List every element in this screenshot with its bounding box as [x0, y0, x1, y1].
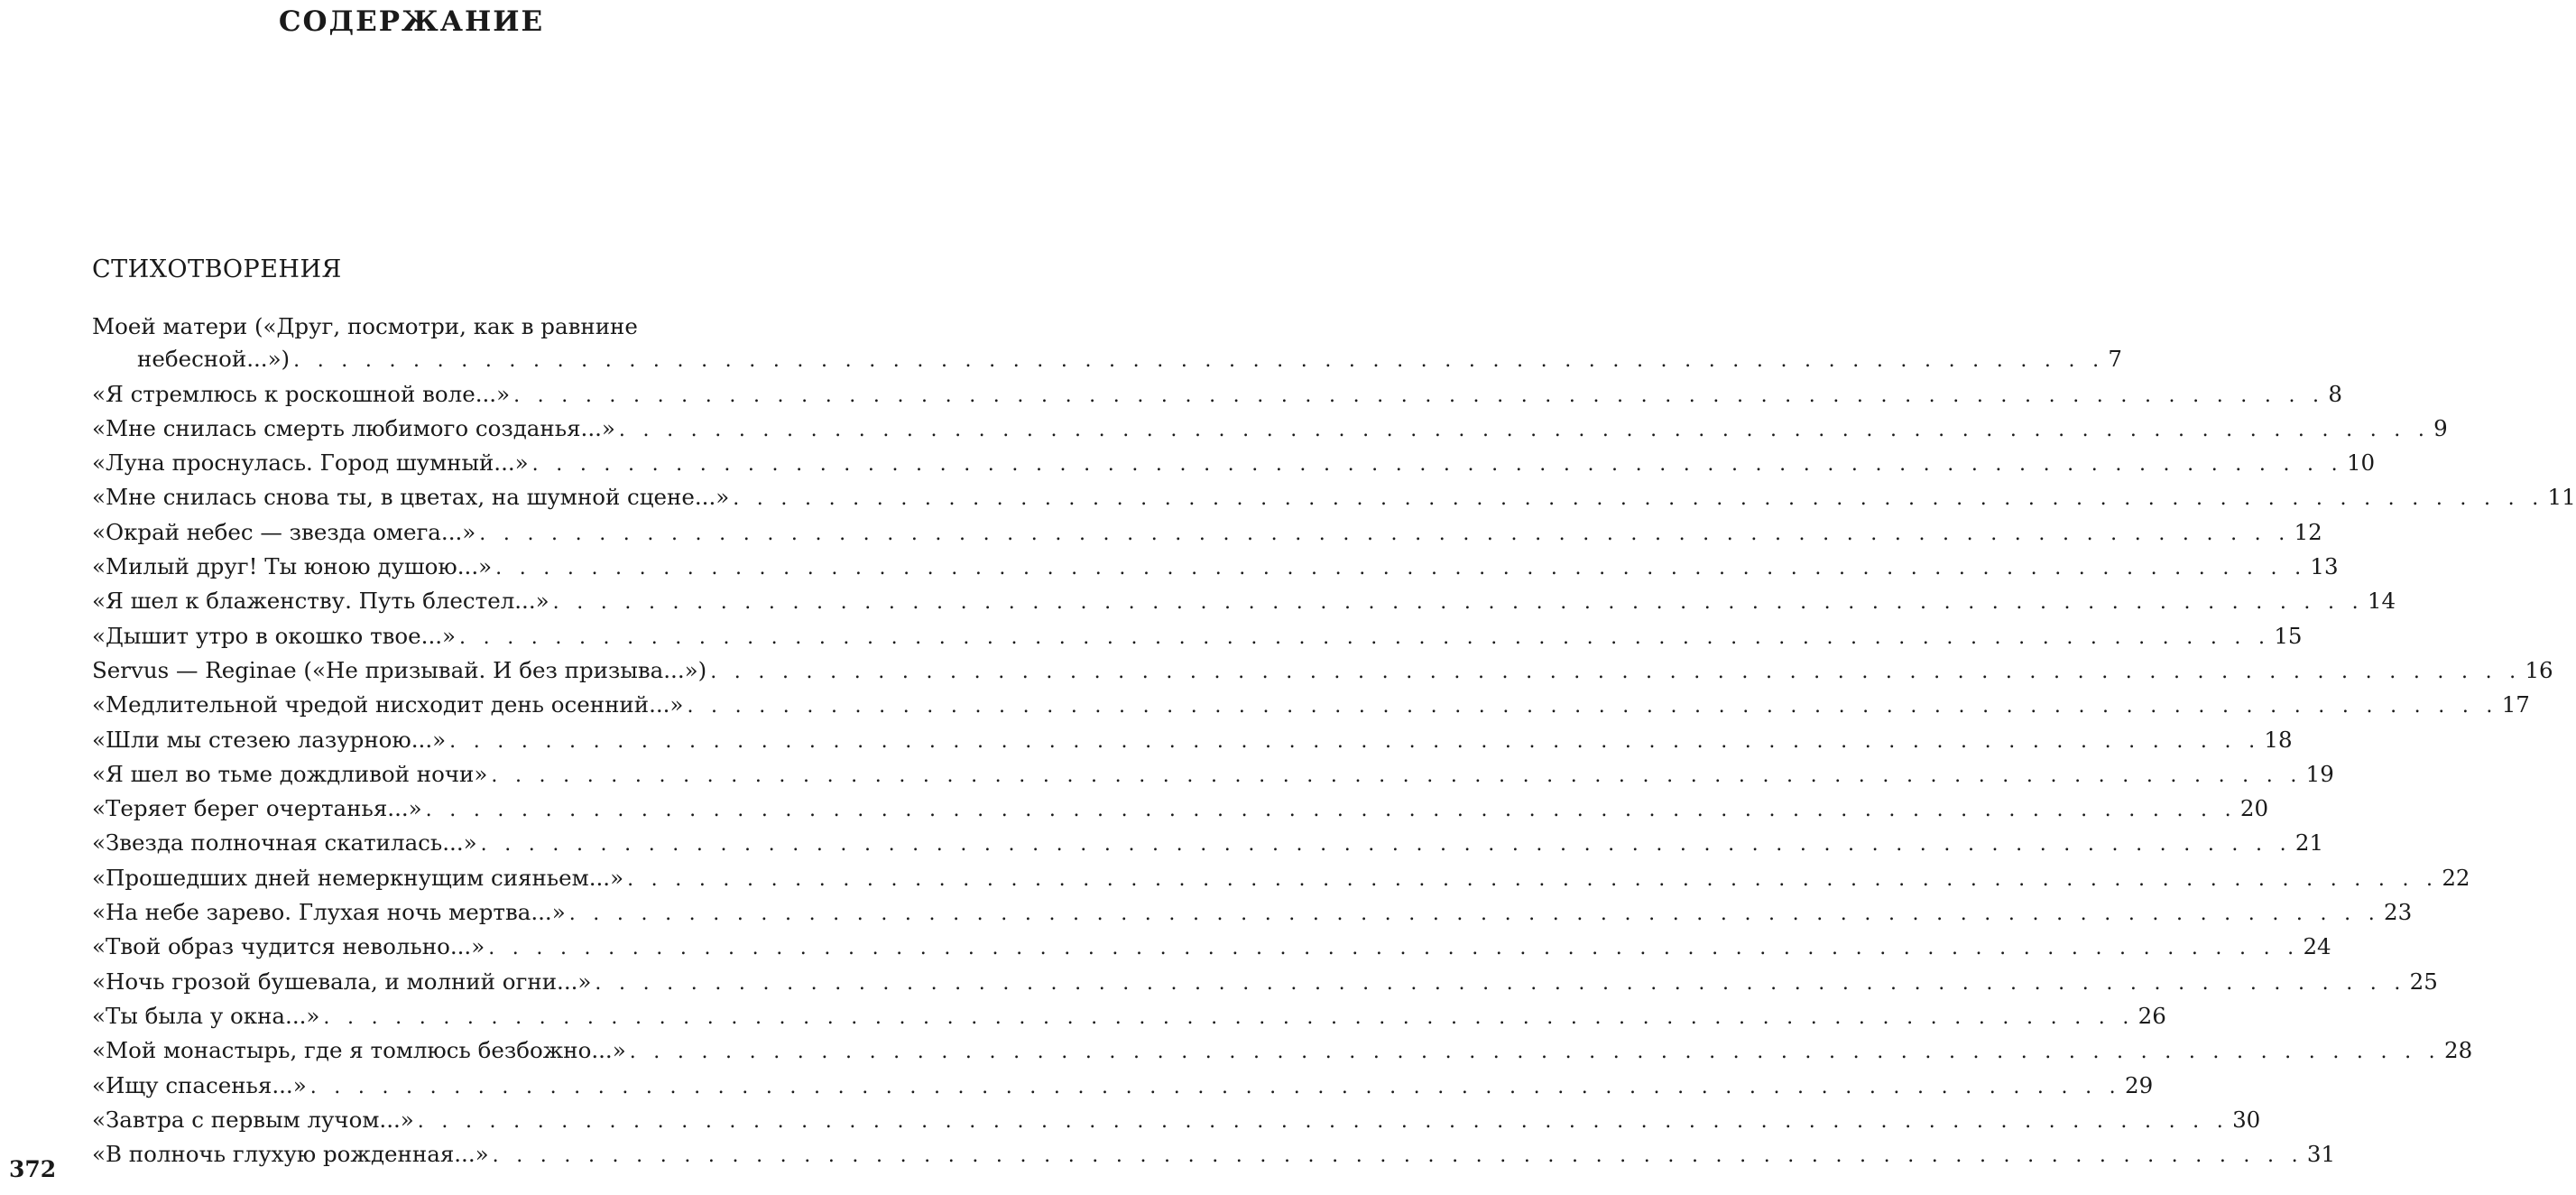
toc-entry-page: 13 [2310, 553, 2339, 580]
toc-entry [92, 792, 2269, 827]
toc-entry [92, 1034, 2473, 1069]
dot-leader: . . . . . . . . . . . . . . . . . . . . . . . . . . . . . . . . . . . . . . . . . . . . . . . . . . . . . . . . . . . . . . . . . . . . . . . . . . . . [618, 418, 2431, 441]
dot-leader: . . . . . . . . . . . . . . . . . . . . . . . . . . . . . . . . . . . . . . . . . . . . . . . . . . . . . . . . . . . . . . . . . . . . . . . . . . . . [479, 522, 2291, 545]
toc-entry-title: «На небе зарево. Глухая ночь мертва...» [92, 899, 566, 926]
toc-entry-title: «Ищу спасенья...» [92, 1071, 307, 1098]
toc-entry-page: 31 [2306, 1141, 2336, 1168]
dot-leader: . . . . . . . . . . . . . . . . . . . . . . . . . . . . . . . . . . . . . . . . . . . . . . . . . . . . . . . . . . . . . . . . . . . . . . . . . . . . [491, 764, 2303, 787]
toc-entry-title: «Ты была у окна...» [92, 1002, 320, 1029]
toc-entry-title: «Луна проснулась. Город шумный...» [92, 449, 529, 477]
toc-entry [92, 827, 2324, 861]
toc-entry-title: «Я шел к блаженству. Путь блестел...» [92, 588, 549, 615]
toc-entry-line [92, 343, 2122, 377]
toc-entry-title: «Медлительной чредой нисходит день осенний...» [92, 691, 684, 718]
toc-entry-page: 30 [2232, 1106, 2261, 1133]
toc-entry [92, 1138, 2336, 1172]
toc-entry [92, 481, 2576, 515]
toc-entry-page: 9 [2433, 414, 2448, 441]
toc-entry-title: «Мне снилась снова ты, в цветах, на шумной сцене...» [92, 484, 730, 511]
toc-entry-page: 12 [2294, 518, 2322, 545]
dot-leader: . . . . . . . . . . . . . . . . . . . . . . . . . . . . . . . . . . . . . . . . . . . . . . . . . . . . . . . . . . . . . . . . . . . . . . . . . . . . [309, 1075, 2121, 1098]
toc-entry-page: 24 [2303, 933, 2331, 960]
dot-leader: . . . . . . . . . . . . . . . . . . . . . . . . . . . . . . . . . . . . . . . . . . . . . . . . . . . . . . . . . . . . . . . . . . . . . . . . . . . . [568, 903, 2380, 926]
toc-entry [92, 412, 2448, 447]
toc-entry [92, 758, 2334, 792]
page-number: 372 [9, 1156, 57, 1182]
toc-entry [92, 896, 2413, 931]
toc-entry-title: «Мне снилась смерть любимого созданья...» [92, 414, 615, 441]
toc-entry [92, 689, 2530, 723]
toc-entry [92, 378, 2342, 412]
toc-entry [92, 1104, 2261, 1138]
toc-entry [92, 724, 2293, 758]
toc-entry-page: 10 [2346, 449, 2376, 477]
toc-entry-page: 8 [2328, 380, 2342, 407]
dot-leader: . . . . . . . . . . . . . . . . . . . . . . . . . . . . . . . . . . . . . . . . . . . . . . . . . . . . . . . . . . . . . . . . . . . . . . . . . . . . [488, 937, 2300, 960]
toc-entry [92, 1070, 2154, 1104]
toc-entry-page: 20 [2239, 795, 2269, 822]
dot-leader: . . . . . . . . . . . . . . . . . . . . . . . . . . . . . . . . . . . . . . . . . . . . . . . . . . . . . . . . . . . . . . . . . . . . . . . . . . . . [293, 349, 2105, 373]
toc-entry-title: Servus — Reginae («Не призывай. И без призыва...») [92, 656, 707, 683]
toc-entry-title: «Прошедших дней немеркнущим сияньем...» [92, 864, 624, 891]
toc-entry [92, 966, 2438, 1000]
toc-entry-title: «Милый друг! Ты юною душою...» [92, 553, 493, 580]
toc-entry-page: 16 [2525, 656, 2553, 683]
toc-entry [92, 585, 2396, 619]
toc-entry-page: 21 [2294, 829, 2324, 857]
toc-entry [92, 551, 2339, 585]
toc-entry [92, 862, 2470, 896]
toc-entry-title: «Завтра с первым лучом...» [92, 1106, 414, 1133]
toc-entry-title: «Твой образ чудится невольно...» [92, 933, 485, 960]
toc-entry-title: «Дышит утро в окошко твое...» [92, 622, 457, 649]
toc-entry-page: 19 [2305, 760, 2334, 787]
toc-entry [92, 516, 2322, 551]
toc-entry-page: 23 [2384, 899, 2413, 926]
toc-entry-page: 22 [2442, 864, 2470, 891]
dot-leader: . . . . . . . . . . . . . . . . . . . . . . . . . . . . . . . . . . . . . . . . . . . . . . . . . . . . . . . . . . . . . . . . . . . . . . . . . . . . [480, 833, 2292, 857]
table-of-contents [92, 310, 2576, 1172]
dot-leader: . . . . . . . . . . . . . . . . . . . . . . . . . . . . . . . . . . . . . . . . . . . . . . . . . . . . . . . . . . . . . . . . . . . . . . . . . . . . [495, 557, 2307, 580]
toc-entry-page: 14 [2367, 588, 2396, 615]
dot-leader: . . . . . . . . . . . . . . . . . . . . . . . . . . . . . . . . . . . . . . . . . . . . . . . . . . . . . . . . . . . . . . . . . . . . . . . . . . . . [627, 867, 2439, 891]
toc-entry-page: 25 [2409, 968, 2438, 995]
toc-entry-page: 15 [2274, 622, 2303, 649]
dot-leader: . . . . . . . . . . . . . . . . . . . . . . . . . . . . . . . . . . . . . . . . . . . . . . . . . . . . . . . . . . . . . . . . . . . . . . . . . . . . [323, 1005, 2135, 1029]
toc-entry-page: 7 [2108, 346, 2122, 373]
toc-entry-page: 11 [2547, 484, 2576, 511]
toc-entry-page: 29 [2124, 1071, 2154, 1098]
toc-entry-title: «Мой монастырь, где я томлюсь безбожно...» [92, 1037, 626, 1064]
toc-entry [92, 447, 2376, 481]
dot-leader: . . . . . . . . . . . . . . . . . . . . . . . . . . . . . . . . . . . . . . . . . . . . . . . . . . . . . . . . . . . . . . . . . . . . . . . . . . . . [425, 799, 2237, 822]
dot-leader: . . . . . . . . . . . . . . . . . . . . . . . . . . . . . . . . . . . . . . . . . . . . . . . . . . . . . . . . . . . . . . . . . . . . . . . . . . . . [552, 591, 2364, 615]
toc-entry-title: «Ночь грозой бушевала, и молний огни...» [92, 968, 592, 995]
toc-entry-title: «В полночь глухую рожденная...» [92, 1141, 489, 1168]
toc-entry-title: «Теряет берег очертанья...» [92, 795, 422, 822]
dot-leader: . . . . . . . . . . . . . . . . . . . . . . . . . . . . . . . . . . . . . . . . . . . . . . . . . . . . . . . . . . . . . . . . . . . . . . . . . . . . [513, 384, 2325, 407]
dot-leader: . . . . . . . . . . . . . . . . . . . . . . . . . . . . . . . . . . . . . . . . . . . . . . . . . . . . . . . . . . . . . . . . . . . . . . . . . . . . [687, 695, 2498, 718]
toc-entry-title: «Звезда полночная скатилась...» [92, 829, 477, 857]
toc-entry [92, 310, 2122, 378]
toc-entry [92, 931, 2331, 965]
toc-entry-page: 18 [2264, 726, 2293, 753]
toc-entry-title: Моей матери («Друг, посмотри, как в равнине [92, 313, 638, 339]
toc-entry-title: небесной...») [137, 346, 291, 373]
toc-entry-title: «Окрай небес — звезда омега...» [92, 518, 476, 545]
dot-leader: . . . . . . . . . . . . . . . . . . . . . . . . . . . . . . . . . . . . . . . . . . . . . . . . . . . . . . . . . . . . . . . . . . . . . . . . . . . . [629, 1041, 2441, 1064]
toc-entry-page: 17 [2501, 691, 2530, 718]
dot-leader: . . . . . . . . . . . . . . . . . . . . . . . . . . . . . . . . . . . . . . . . . . . . . . . . . . . . . . . . . . . . . . . . . . . . . . . . . . . . [459, 625, 2271, 649]
dot-leader: . . . . . . . . . . . . . . . . . . . . . . . . . . . . . . . . . . . . . . . . . . . . . . . . . . . . . . . . . . . . . . . . . . . . . . . . . . . . [417, 1109, 2230, 1133]
dot-leader: . . . . . . . . . . . . . . . . . . . . . . . . . . . . . . . . . . . . . . . . . . . . . . . . . . . . . . . . . . . . . . . . . . . . . . . . . . . . [531, 453, 2343, 477]
page-title: СОДЕРЖАНИЕ [278, 5, 545, 38]
toc-entry-page: 28 [2443, 1037, 2473, 1064]
dot-leader: . . . . . . . . . . . . . . . . . . . . . . . . . . . . . . . . . . . . . . . . . . . . . . . . . . . . . . . . . . . . . . . . . . . . . . . . . . . . [492, 1144, 2304, 1168]
toc-entry-title: «Я шел во тьме дождливой ночи» [92, 760, 488, 787]
toc-entry-page: 26 [2137, 1002, 2166, 1029]
toc-entry [92, 654, 2553, 689]
dot-leader: . . . . . . . . . . . . . . . . . . . . . . . . . . . . . . . . . . . . . . . . . . . . . . . . . . . . . . . . . . . . . . . . . . . . . . . . . . . . [710, 660, 2522, 683]
dot-leader: . . . . . . . . . . . . . . . . . . . . . . . . . . . . . . . . . . . . . . . . . . . . . . . . . . . . . . . . . . . . . . . . . . . . . . . . . . . . [595, 971, 2406, 995]
dot-leader: . . . . . . . . . . . . . . . . . . . . . . . . . . . . . . . . . . . . . . . . . . . . . . . . . . . . . . . . . . . . . . . . . . . . . . . . . . . . [733, 487, 2544, 511]
toc-entry [92, 620, 2303, 654]
toc-entry-title: «Шли мы стезею лазурною...» [92, 726, 447, 753]
toc-entry [92, 1000, 2166, 1034]
toc-entry-first-line [92, 310, 807, 343]
dot-leader: . . . . . . . . . . . . . . . . . . . . . . . . . . . . . . . . . . . . . . . . . . . . . . . . . . . . . . . . . . . . . . . . . . . . . . . . . . . . [449, 729, 2261, 753]
toc-entry-title: «Я стремлюсь к роскошной воле...» [92, 380, 511, 407]
section-title: СТИХОТВОРЕНИЯ [92, 255, 342, 283]
